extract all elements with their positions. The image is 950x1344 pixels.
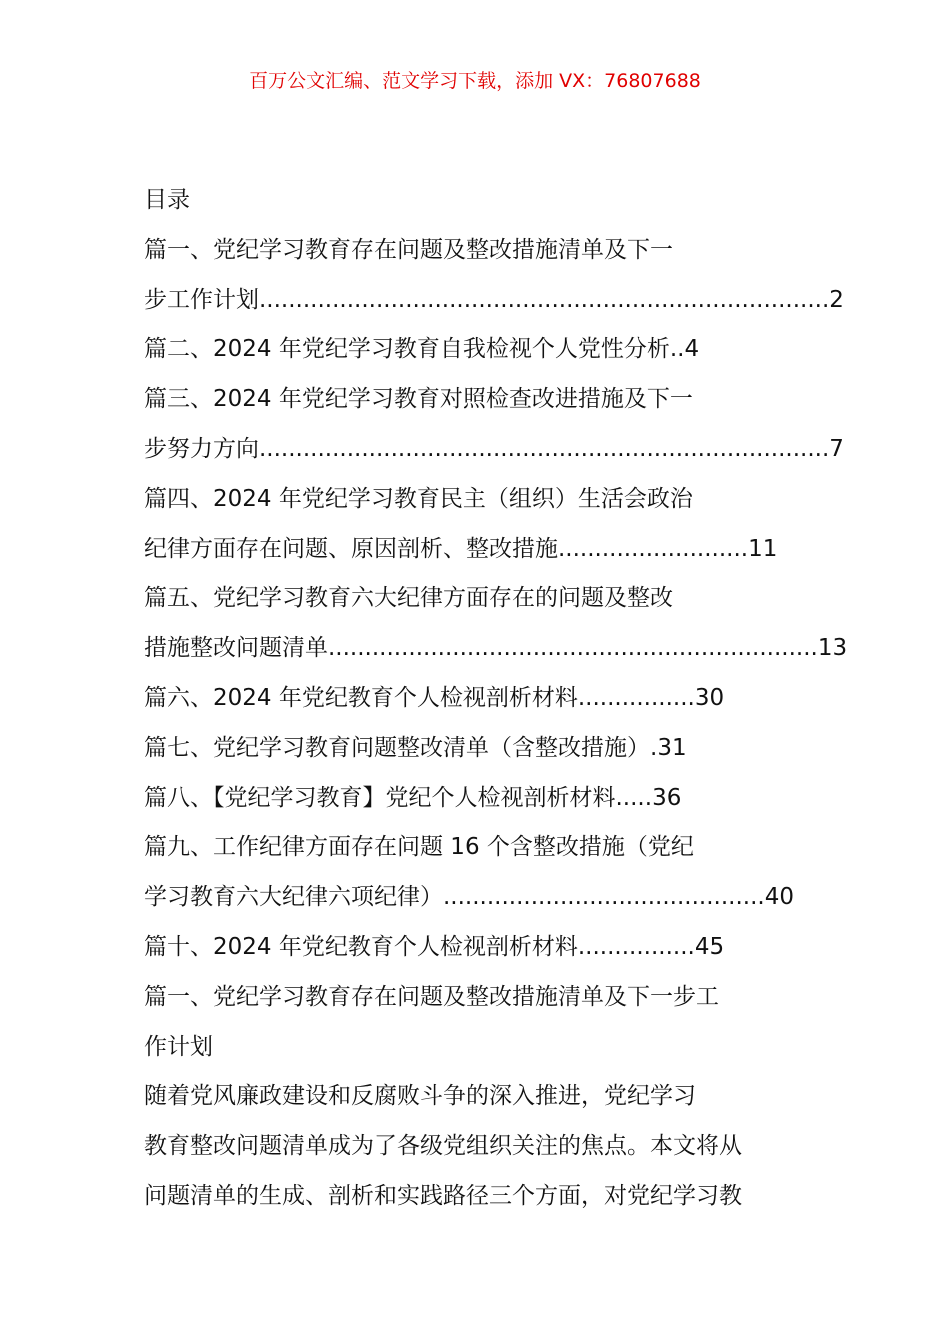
toc-leader-dots: .............................................................................. [259,435,830,462]
toc-entry-last-line [144,873,794,923]
toc-entry-last-line [144,624,848,674]
toc-entry[interactable] [144,325,774,375]
toc-entry-text: 篇七、党纪学习教育问题整改清单（含整改措施） [144,734,650,761]
toc-leader-dots: ............................................ [443,884,765,911]
toc-entry[interactable] [144,475,778,575]
toc-entry[interactable] [144,823,794,923]
toc-page-number: 4 [684,336,700,363]
toc-entry-last-line [144,276,844,326]
toc-leader-dots: .. [669,336,685,363]
toc-page-number: 2 [829,286,844,313]
toc-entry-line: 篇三、2024 年党纪学习教育对照检查改进措施及下一 [144,386,693,413]
header-watermark: 百万公文汇编、范文学习下载，添加 VX：76807688 [249,70,701,92]
article-body-line: 随着党风廉政建设和反腐败斗争的深入推进，党纪学习 [144,1083,696,1110]
toc-entry[interactable] [144,226,844,326]
toc-page-number: 36 [652,784,682,811]
toc-entry-text: 措施整改问题清单 [144,635,328,662]
toc-entry-text: 纪律方面存在问题、原因剖析、整改措施 [144,535,558,562]
toc-entry-last-line [144,425,844,475]
article-body-line: 教育整改问题清单成为了各级党组织关注的焦点。本文将从 [144,1133,742,1160]
toc-entry-text: 学习教育六大纪律六项纪律） [144,884,443,911]
toc-page-number: 30 [694,684,725,711]
toc-entry-text: 步工作计划 [144,286,259,313]
toc-entry-last-line [144,724,774,774]
toc-entry-text: 篇六、2024 年党纪教育个人检视剖析材料 [144,684,578,711]
toc-entry-line: 篇九、工作纪律方面存在问题 16 个含整改措施（党纪 [144,834,694,861]
toc-entry[interactable] [144,774,774,824]
toc-entry-text: 篇二、2024 年党纪学习教育自我检视个人党性分析 [144,336,670,363]
toc-entry-last-line [144,525,778,575]
toc-entry-line: 篇四、2024 年党纪学习教育民主（组织）生活会政治 [144,485,693,512]
toc-entry-last-line [144,674,774,724]
toc-entry-line: 篇五、党纪学习教育六大纪律方面存在的问题及整改 [144,585,673,612]
toc-entry[interactable] [144,574,848,674]
toc-leader-dots: ................ [577,684,695,711]
article-heading [144,973,774,1073]
toc-page-number: 40 [764,884,794,911]
toc-entry-last-line [144,325,774,375]
article-heading-line: 篇一、党纪学习教育存在问题及整改措施清单及下一步工 [144,983,719,1010]
toc-leader-dots: ................................................................... [328,635,818,662]
toc-entry-text: 篇十、2024 年党纪教育个人检视剖析材料 [144,933,578,960]
toc-leader-dots: .............................................................................. [259,286,830,313]
article-heading-line: 作计划 [144,1033,213,1060]
toc-entry[interactable] [144,375,844,475]
toc-page-number: 11 [748,535,778,562]
toc-title: 目录 [144,187,190,213]
toc-leader-dots: . [650,734,658,761]
toc-entry-last-line [144,774,774,824]
toc-entry-last-line [144,923,774,973]
toc-page-number: 7 [829,435,844,462]
toc-entry-text: 篇八、【党纪学习教育】党纪个人检视剖析材料 [144,784,616,811]
article-body [144,1072,774,1221]
toc-leader-dots: .......................... [558,535,749,562]
toc-entry-line: 篇一、党纪学习教育存在问题及整改措施清单及下一 [144,236,673,263]
toc-leader-dots: ..... [615,784,653,811]
toc-leader-dots: ................ [577,933,695,960]
toc-entry[interactable] [144,674,774,724]
toc-entry-text: 步努力方向 [144,435,259,462]
toc-entry[interactable] [144,724,774,774]
article-body-line: 问题清单的生成、剖析和实践路径三个方面，对党纪学习教 [144,1182,742,1209]
toc-page-number: 13 [817,635,848,662]
toc-page-number: 45 [694,933,725,960]
document-content [144,176,848,1222]
toc-page-number: 31 [657,734,687,761]
toc-entry[interactable] [144,923,774,973]
toc-list [144,226,848,973]
